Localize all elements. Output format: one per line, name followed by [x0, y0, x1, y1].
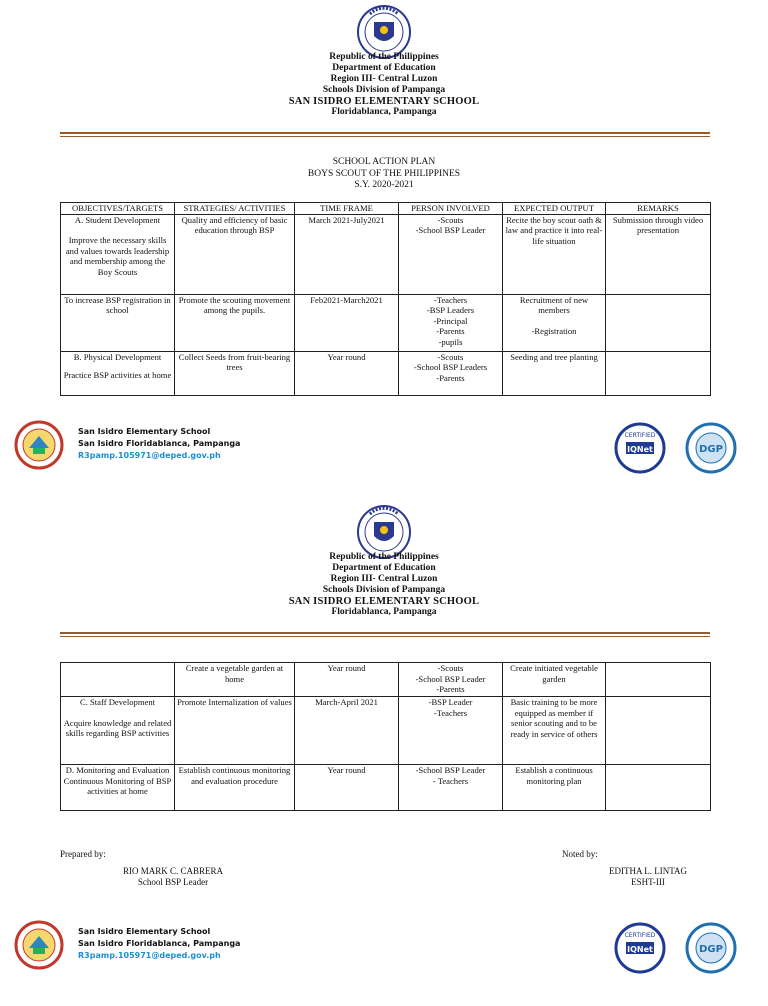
output-cell: Recite the boy scout oath & law and practice it into real-life situation	[503, 214, 606, 294]
strategy-cell: Collect Seeds from fruit-bearing trees	[175, 351, 295, 395]
output-cell: Establish a continuous monitoring plan	[503, 765, 606, 811]
persons-cell: -BSP Leader -Teachers	[399, 697, 503, 765]
header-line-1: Republic of the Philippines	[329, 52, 439, 62]
header-line-4: Schools Division of Pampanga	[322, 85, 446, 95]
column-header: REMARKS	[606, 203, 711, 215]
svg-text:IQNet: IQNet	[627, 945, 653, 954]
header-line-2: Department of Education	[332, 563, 436, 573]
footer-email[interactable]: R3pamp.105971@deped.gov.ph	[78, 451, 221, 460]
noter-title: ESHT-III	[631, 877, 665, 887]
header-line-3: Region III- Central Luzon	[330, 574, 438, 584]
svg-text:IQNet: IQNet	[627, 445, 653, 454]
noted-by-block	[598, 866, 698, 888]
header-line-3: Region III- Central Luzon	[330, 74, 438, 84]
time-cell: Year round	[295, 663, 399, 697]
remarks-cell	[606, 351, 711, 395]
action-plan-table-continued	[60, 662, 711, 811]
school-name: SAN ISIDRO ELEMENTARY SCHOOL	[288, 96, 480, 107]
time-cell: March-April 2021	[295, 697, 399, 765]
table-row	[61, 765, 711, 811]
footer-text	[78, 426, 240, 462]
letterhead	[0, 52, 768, 118]
persons-cell: -Scouts -School BSP Leader	[399, 214, 503, 294]
preparer-name: RIO MARK C. CABRERA	[122, 866, 223, 876]
page-2	[0, 500, 768, 1000]
school-location: Floridablanca, Pampanga	[331, 107, 437, 117]
table-row	[61, 663, 711, 697]
header-divider	[60, 632, 710, 637]
svg-text:DGP: DGP	[699, 944, 723, 955]
column-header: PERSON INVOLVED	[399, 203, 503, 215]
time-cell: Year round	[295, 351, 399, 395]
school-logo-icon	[14, 420, 64, 470]
time-cell: March 2021-July2021	[295, 214, 399, 294]
table-row	[61, 351, 711, 395]
remarks-cell	[606, 765, 711, 811]
header-line-4: Schools Division of Pampanga	[322, 585, 446, 595]
school-name: SAN ISIDRO ELEMENTARY SCHOOL	[288, 596, 480, 607]
school-location: Floridablanca, Pampanga	[331, 607, 437, 617]
remarks-cell: Submission through video presentation	[606, 214, 711, 294]
svg-text:DGP: DGP	[699, 444, 723, 455]
objective-cell: B. Physical Development Practice BSP activities at home	[61, 351, 175, 395]
title-line-1: SCHOOL ACTION PLAN	[332, 157, 436, 167]
header-divider	[60, 132, 710, 137]
noter-name: EDITHA L. LINTAG	[608, 866, 687, 876]
footer-school: San Isidro Elementary School	[78, 427, 211, 436]
time-cell: Feb2021-March2021	[295, 294, 399, 351]
strategy-cell: Quality and efficiency of basic education through BSP	[175, 214, 295, 294]
table-row	[61, 214, 711, 294]
persons-cell: -Scouts -School BSP Leaders -Parents	[399, 351, 503, 395]
objective-cell: To increase BSP registration in school	[61, 294, 175, 351]
footer-address: San Isidro Floridablanca, Pampanga	[78, 439, 241, 448]
output-cell: Recruitment of new members -Registration	[503, 294, 606, 351]
page-footer	[0, 418, 768, 478]
table-row	[61, 697, 711, 765]
strategy-cell: Create a vegetable garden at home	[175, 663, 295, 697]
objective-cell: A. Student Development Improve the necessary skills and values towards leadership and membership among the Boy Scouts	[61, 214, 175, 294]
document-title	[0, 157, 768, 192]
header-line-2: Department of Education	[332, 63, 436, 73]
iqnet-certified-icon	[614, 422, 666, 474]
objective-cell: D. Monitoring and Evaluation Continuous Monitoring of BSP activities at home	[61, 765, 175, 811]
action-plan-table	[60, 202, 711, 396]
footer-address: San Isidro Floridablanca, Pampanga	[78, 939, 241, 948]
table-row	[61, 294, 711, 351]
school-logo-icon	[14, 920, 64, 970]
noted-by-label: Noted by:	[562, 849, 598, 859]
column-header: OBJECTIVES/TARGETS	[61, 203, 175, 215]
iqnet-certified-icon	[614, 922, 666, 974]
column-header: EXPECTED OUTPUT	[503, 203, 606, 215]
title-line-3: S.Y. 2020-2021	[354, 180, 414, 190]
column-header: STRATEGIES/ ACTIVITIES	[175, 203, 295, 215]
footer-email[interactable]: R3pamp.105971@deped.gov.ph	[78, 951, 221, 960]
footer-text	[78, 926, 240, 962]
dgp-certification-icon	[684, 922, 738, 974]
remarks-cell	[606, 697, 711, 765]
remarks-cell	[606, 294, 711, 351]
page-1	[0, 0, 768, 500]
objective-cell: C. Staff Development Acquire knowledge and related skills regarding BSP activities	[61, 697, 175, 765]
remarks-cell	[606, 663, 711, 697]
title-line-2: BOYS SCOUT OF THE PHILIPPINES	[307, 168, 461, 179]
output-cell: Create initiated vegetable garden	[503, 663, 606, 697]
persons-cell: -Scouts -School BSP Leader -Parents	[399, 663, 503, 697]
objective-cell	[61, 663, 175, 697]
svg-text:CERTIFIED: CERTIFIED	[624, 932, 656, 939]
prepared-by-label: Prepared by:	[60, 849, 106, 859]
persons-cell: -School BSP Leader - Teachers	[399, 765, 503, 811]
output-cell: Basic training to be more equipped as member if senior scouting and to be ready in service of others	[503, 697, 606, 765]
output-cell: Seeding and tree planting	[503, 351, 606, 395]
preparer-title: School BSP Leader	[137, 877, 209, 887]
page-footer	[0, 918, 768, 978]
persons-cell: -Teachers -BSP Leaders -Principal -Parents -pupils	[399, 294, 503, 351]
prepared-by-block	[118, 866, 228, 888]
column-header: TIME FRAME	[295, 203, 399, 215]
letterhead	[0, 552, 768, 618]
time-cell: Year round	[295, 765, 399, 811]
header-line-1: Republic of the Philippines	[329, 552, 439, 562]
dgp-certification-icon	[684, 422, 738, 474]
strategy-cell: Establish continuous monitoring and evaluation procedure	[175, 765, 295, 811]
svg-text:CERTIFIED: CERTIFIED	[624, 432, 656, 439]
strategy-cell: Promote Internalization of values	[175, 697, 295, 765]
table-header-row	[61, 203, 711, 215]
strategy-cell: Promote the scouting movement among the pupils.	[175, 294, 295, 351]
footer-school: San Isidro Elementary School	[78, 927, 211, 936]
